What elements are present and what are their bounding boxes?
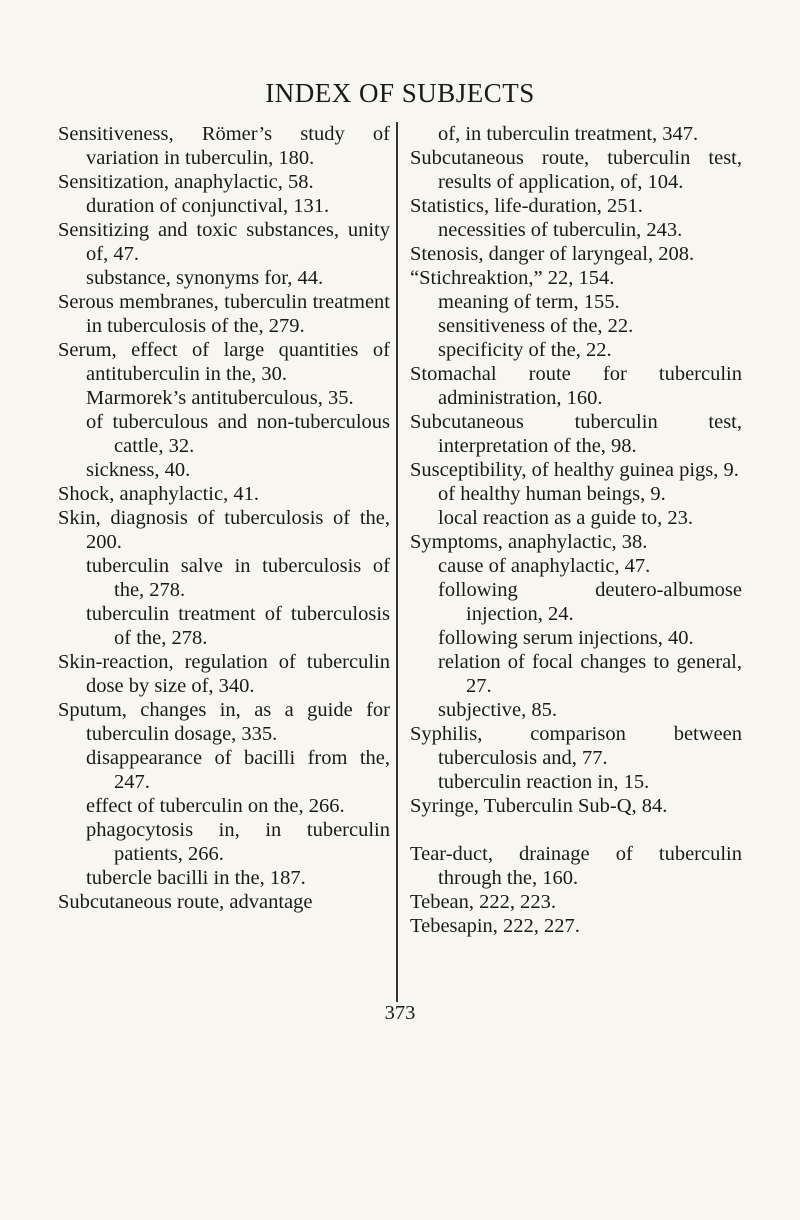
index-entry: Stenosis, danger of laryngeal, 208. — [410, 243, 695, 265]
index-subentry: necessities of tuberculin, 243. — [438, 219, 683, 241]
index-subentry: tuberculin salve in tuberculosis of the, 278. — [86, 555, 390, 601]
index-entry: Subcutaneous route, tuberculin test, results of application, of, 104. — [410, 147, 742, 193]
index-entry: Serous membranes, tuberculin treatment in tuberculosis of the, 279. — [58, 291, 390, 337]
index-subentry: tubercle bacilli in the, 187. — [86, 867, 306, 889]
index-subentry: following deutero-albumose injection, 24. — [438, 579, 742, 625]
index-entry: Shock, anaphylactic, 41. — [58, 483, 259, 505]
index-subentry: of tuberculous and non-tuberculous cattle, 32. — [86, 411, 390, 457]
index-subentry: effect of tuberculin on the, 266. — [86, 795, 345, 817]
column-divider — [396, 122, 398, 1002]
index-entry: Sensitizing and toxic substances, unity of, 47. — [58, 219, 390, 265]
index-entry: Tebesapin, 222, 227. — [410, 915, 580, 937]
index-entry: Subcutaneous tuberculin test, interpretation of the, 98. — [410, 411, 742, 457]
index-entry: Subcutaneous route, advantage — [58, 891, 313, 913]
index-entry: Syringe, Tuberculin Sub-Q, 84. — [410, 795, 668, 817]
index-entry: Sputum, changes in, as a guide for tuberculin dosage, 335. — [58, 699, 390, 745]
index-entry: Skin-reaction, regulation of tuberculin dose by size of, 340. — [58, 651, 390, 697]
index-subentry: cause of anaphylactic, 47. — [438, 555, 651, 577]
index-subentry: sickness, 40. — [86, 459, 191, 481]
index-entry: Statistics, life-duration, 251. — [410, 195, 643, 217]
index-entry: Stomachal route for tuberculin administration, 160. — [410, 363, 742, 409]
index-entry: Symptoms, anaphylactic, 38. — [410, 531, 648, 553]
index-subentry: tuberculin treatment of tuberculosis of the, 278. — [86, 603, 390, 649]
page-header: INDEX OF SUBJECTS — [265, 78, 535, 108]
index-entry: Sensitiveness, Römer’s study of variation in tuberculin, 180. — [58, 123, 390, 169]
index-entry: Tear-duct, drainage of tuberculin through the, 160. — [410, 843, 742, 889]
index-entry: Syphilis, comparison between tuberculosis and, 77. — [410, 723, 742, 769]
index-subentry: local reaction as a guide to, 23. — [438, 507, 694, 529]
index-subentry: tuberculin reaction in, 15. — [438, 771, 650, 793]
index-subentry: substance, synonyms for, 44. — [86, 267, 324, 289]
right-column — [410, 122, 742, 938]
index-subentry: following serum injections, 40. — [438, 627, 694, 649]
left-column — [58, 122, 390, 914]
index-subentry: subjective, 85. — [438, 699, 557, 721]
index-entry: “Stichreaktion,” 22, 154. — [410, 267, 615, 289]
index-subentry: sensitiveness of the, 22. — [438, 315, 634, 337]
index-subentry: Marmorek’s antituberculous, 35. — [86, 387, 354, 409]
index-entry: Serum, effect of large quantities of antituberculin in the, 30. — [58, 339, 390, 385]
index-subentry: relation of focal changes to general, 27. — [438, 651, 742, 697]
index-entry: Susceptibility, of healthy guinea pigs, 9. — [410, 459, 739, 481]
index-subentry: of, in tuberculin treatment, 347. — [438, 123, 699, 145]
index-subentry: duration of conjunctival, 131. — [86, 195, 330, 217]
page-number: 373 — [384, 1002, 416, 1024]
index-subentry: specificity of the, 22. — [438, 339, 612, 361]
index-subentry: meaning of term, 155. — [438, 291, 620, 313]
index-entry: Skin, diagnosis of tuberculosis of the, 200. — [58, 507, 390, 553]
index-entry: Tebean, 222, 223. — [410, 891, 557, 913]
index-subentry: of healthy human beings, 9. — [438, 483, 666, 505]
index-subentry: disappearance of bacilli from the, 247. — [86, 747, 390, 793]
index-entry: Sensitization, anaphylactic, 58. — [58, 171, 314, 193]
index-subentry: phagocytosis in, in tuberculin patients, 266. — [86, 819, 390, 865]
